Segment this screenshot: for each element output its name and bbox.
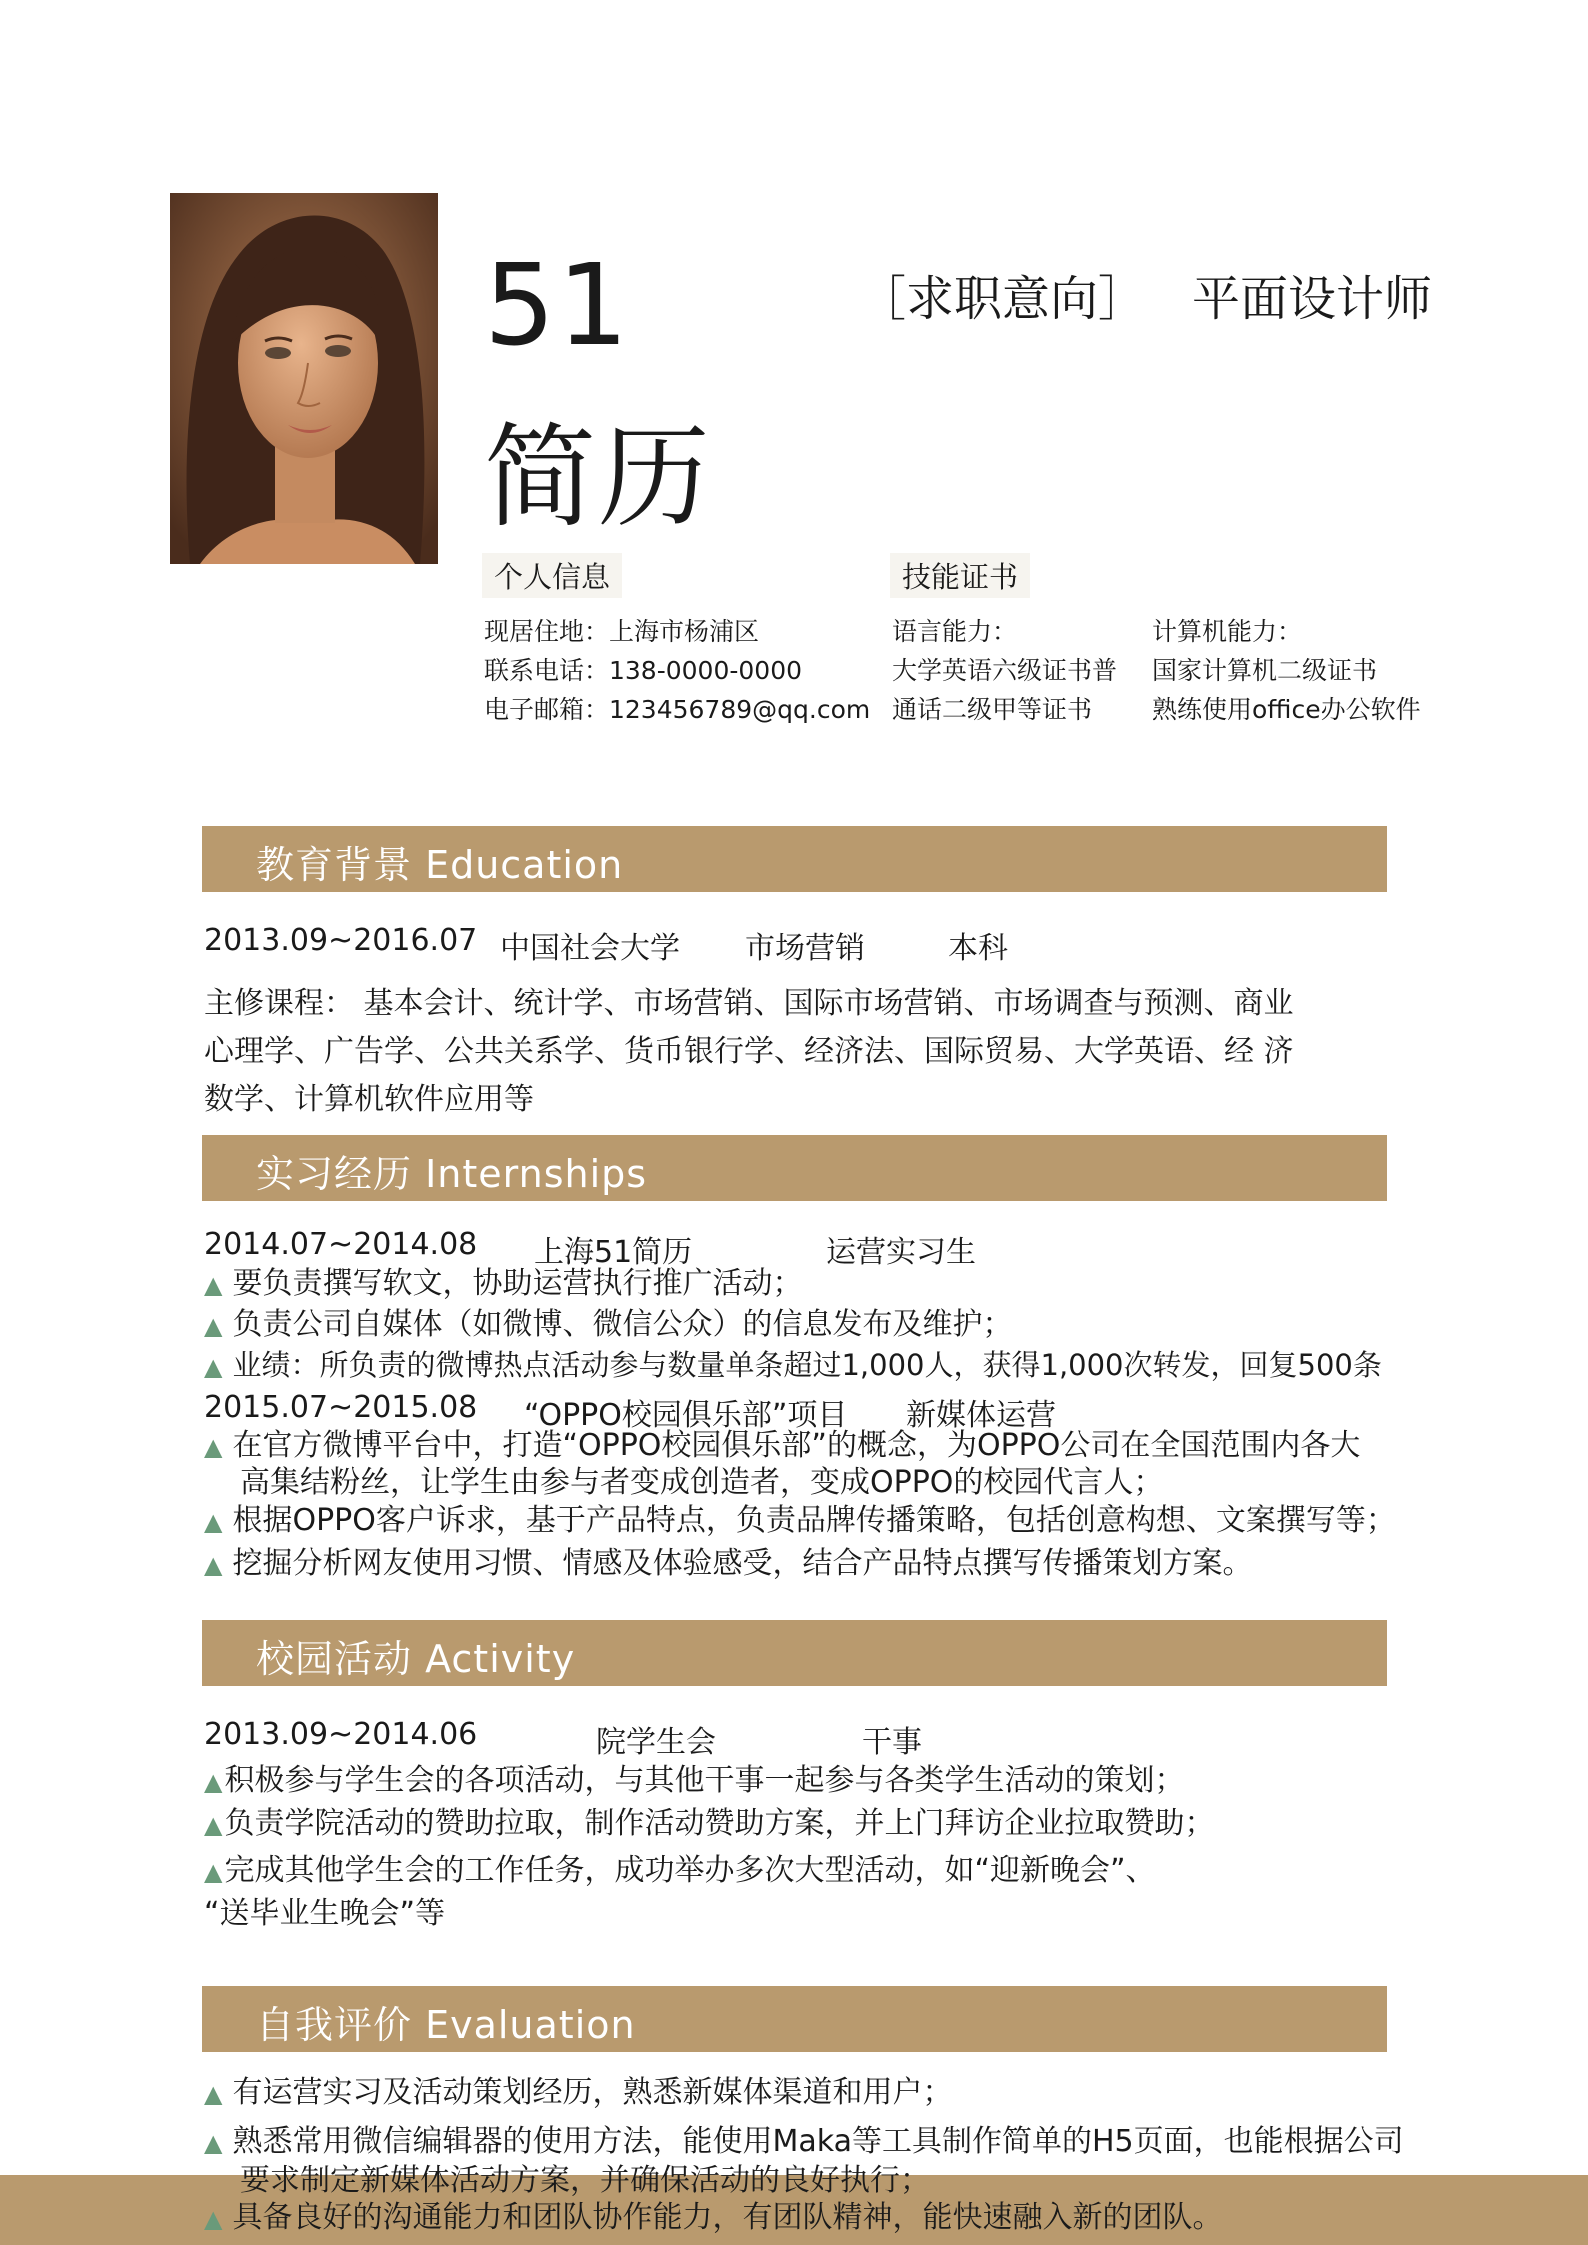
list-item: ▲ 熟悉常用微信编辑器的使用方法，能使用Maka等工具制作简单的H5页面，也能根据公司 bbox=[204, 2124, 1404, 2159]
education-section-bar bbox=[202, 826, 1387, 892]
job-intent-value: 平面设计师 bbox=[1192, 271, 1433, 327]
triangle-bullet-icon: ▲ bbox=[204, 1811, 223, 1839]
triangle-bullet-icon: ▲ bbox=[204, 2080, 223, 2108]
triangle-bullet-icon: ▲ bbox=[204, 1551, 223, 1579]
courses-line: 心理学、广告学、公共关系学、货币银行学、经济法、国际贸易、大学英语、经 济 bbox=[204, 1034, 1294, 1069]
education-period: 2013.09~2016.07 bbox=[204, 923, 478, 958]
internship-company: “OPPO校园俱乐部”项目 bbox=[524, 1398, 848, 1433]
evaluation-bullets bbox=[204, 2072, 1404, 2239]
job-intent-label: ［求职意向］ bbox=[858, 271, 1147, 327]
list-item: ▲负责学院活动的赞助拉取，制作活动赞助方案，并上门拜访企业拉取赞助； bbox=[204, 1806, 1215, 1841]
internships-heading: 实习经历 Internships bbox=[256, 1152, 648, 1196]
computer-skills-block bbox=[1152, 612, 1421, 729]
resume-title: 51简历 bbox=[484, 241, 712, 543]
list-item-continuation: 高集结粉丝，让学生由参与者变成创造者，变成OPPO的校园代言人； bbox=[240, 1465, 1164, 1500]
activity-role: 干事 bbox=[862, 1725, 922, 1760]
evaluation-section-bar bbox=[202, 1986, 1387, 2052]
list-item: ▲完成其他学生会的工作任务，成功举办多次大型活动，如“迎新晚会”、 bbox=[204, 1853, 1156, 1888]
activity-heading: 校园活动 Activity bbox=[256, 1637, 576, 1681]
list-item: ▲ 有运营实习及活动策划经历，熟悉新媒体渠道和用户； bbox=[204, 2075, 953, 2110]
activity-org: 院学生会 bbox=[596, 1725, 716, 1760]
courses-line: 主修课程： 基本会计、统计学、市场营销、国际市场营销、市场调查与预测、商业 bbox=[204, 986, 1294, 1021]
education-heading: 教育背景 Education bbox=[256, 843, 624, 887]
list-item: ▲ 在官方微博平台中，打造“OPPO校园俱乐部”的概念，为OPPO公司在全国范围内各大 bbox=[204, 1428, 1361, 1463]
skills-heading: 技能证书 bbox=[890, 553, 1030, 598]
evaluation-heading: 自我评价 Evaluation bbox=[256, 2003, 636, 2047]
list-item-continuation: 要求制定新媒体活动方案，并确保活动的良好执行； bbox=[240, 2163, 930, 2198]
list-item: ▲ 根据OPPO客户诉求，基于产品特点，负责品牌传播策略，包括创意构想、文案撰写等； bbox=[204, 1503, 1396, 1538]
triangle-bullet-icon: ▲ bbox=[204, 2129, 223, 2157]
list-item: ▲ 具备良好的沟通能力和团队协作能力，有团队精神，能快速融入新的团队。 bbox=[204, 2200, 1223, 2235]
list-item-continuation: “送毕业生晚会”等 bbox=[204, 1896, 446, 1931]
triangle-bullet-icon: ▲ bbox=[204, 1433, 223, 1461]
list-item: ▲ 挖掘分析网友使用习惯、情感及体验感受，结合产品特点撰写传播策划方案。 bbox=[204, 1546, 1253, 1581]
computer-label: 计算机能力： bbox=[1152, 617, 1303, 646]
triangle-bullet-icon: ▲ bbox=[204, 2205, 223, 2233]
personal-info-block bbox=[484, 612, 870, 729]
language-line: 大学英语六级证书普 bbox=[892, 656, 1118, 685]
internship-bullets bbox=[204, 1428, 1396, 1583]
language-skills-block bbox=[892, 612, 1117, 729]
internship-role: 运营实习生 bbox=[826, 1235, 976, 1270]
activity-section-bar bbox=[202, 1620, 1387, 1686]
internship-period: 2015.07~2015.08 bbox=[204, 1390, 478, 1425]
education-courses bbox=[204, 980, 1294, 1124]
internship-period: 2014.07~2014.08 bbox=[204, 1227, 478, 1262]
job-intent bbox=[858, 260, 1432, 329]
internship-bullets bbox=[204, 1264, 1382, 1387]
language-line: 通话二级甲等证书 bbox=[892, 695, 1093, 724]
address-line: 现居住地：上海市杨浦区 bbox=[484, 617, 760, 646]
courses-line: 数学、计算机软件应用等 bbox=[204, 1082, 534, 1117]
list-item: ▲ 负责公司自媒体（如微博、微信公众）的信息发布及维护； bbox=[204, 1307, 1013, 1342]
education-school: 中国社会大学 bbox=[500, 931, 680, 966]
activity-period: 2013.09~2014.06 bbox=[204, 1717, 478, 1752]
activity-bullets bbox=[204, 1760, 1214, 1935]
triangle-bullet-icon: ▲ bbox=[204, 1271, 223, 1299]
list-item: ▲ 要负责撰写软文，协助运营执行推广活动； bbox=[204, 1266, 803, 1301]
education-degree: 本科 bbox=[948, 931, 1008, 966]
triangle-bullet-icon: ▲ bbox=[204, 1353, 223, 1381]
phone-line: 联系电话：138-0000-0000 bbox=[484, 656, 803, 685]
triangle-bullet-icon: ▲ bbox=[204, 1768, 223, 1796]
internship-company: 上海51简历 bbox=[534, 1235, 693, 1270]
triangle-bullet-icon: ▲ bbox=[204, 1312, 223, 1340]
language-label: 语言能力： bbox=[892, 617, 1018, 646]
computer-line: 国家计算机二级证书 bbox=[1152, 656, 1378, 685]
internships-section-bar bbox=[202, 1135, 1387, 1201]
personal-info-heading: 个人信息 bbox=[482, 553, 622, 598]
list-item: ▲ 业绩：所负责的微博热点活动参与数量单条超过1,000人，获得1,000次转发，回复500条 bbox=[204, 1348, 1382, 1382]
education-major: 市场营销 bbox=[745, 931, 865, 966]
triangle-bullet-icon: ▲ bbox=[204, 1858, 223, 1886]
list-item: ▲积极参与学生会的各项活动，与其他干事一起参与各类学生活动的策划； bbox=[204, 1763, 1185, 1798]
internship-role: 新媒体运营 bbox=[906, 1398, 1056, 1433]
triangle-bullet-icon: ▲ bbox=[204, 1508, 223, 1536]
computer-line: 熟练使用office办公软件 bbox=[1152, 695, 1421, 724]
profile-photo bbox=[170, 193, 438, 564]
email-line: 电子邮箱：123456789@qq.com bbox=[484, 695, 871, 724]
